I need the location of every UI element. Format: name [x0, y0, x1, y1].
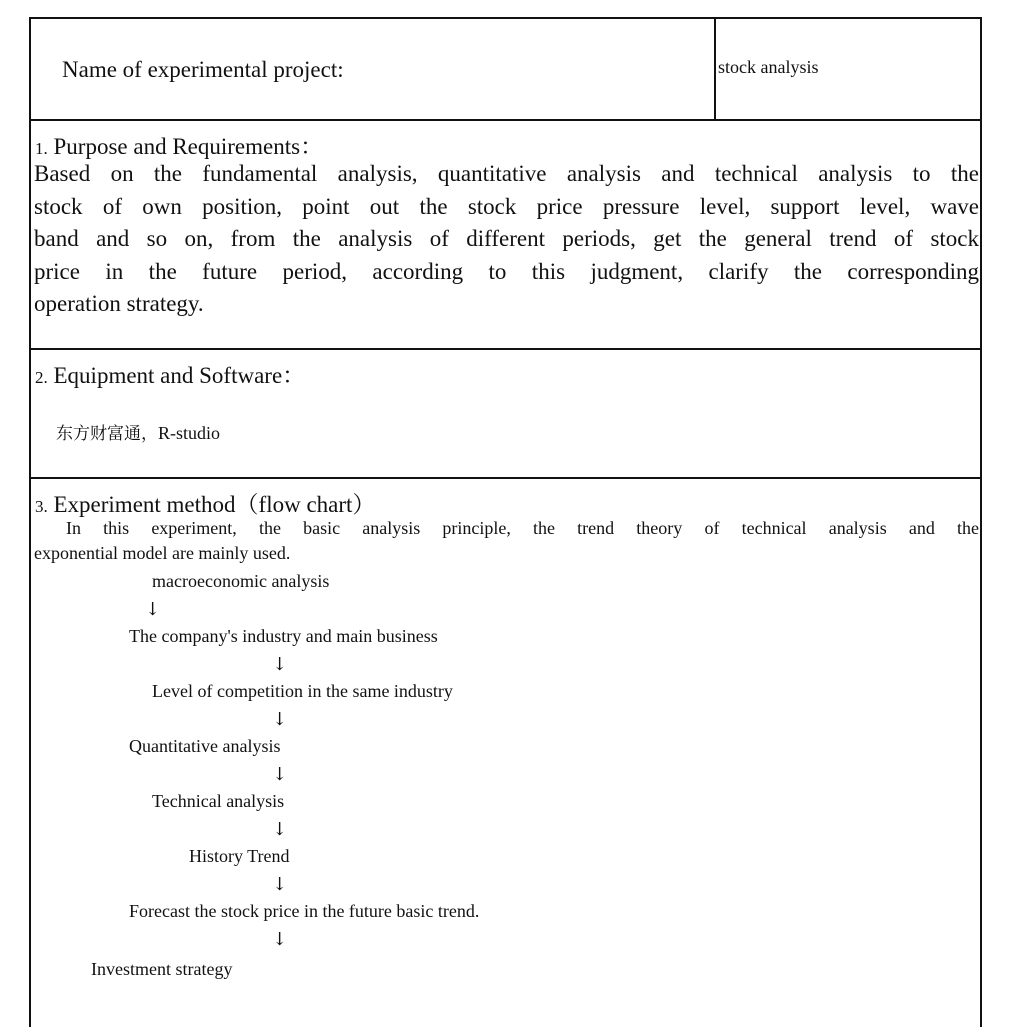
section3-intro [34, 516, 979, 566]
flow-arrow-icon: ↓ [272, 819, 288, 840]
flow-arrow-icon: ↓ [145, 599, 161, 620]
section2-heading [35, 357, 305, 390]
section3-intro-line: exponential model are mainly used. [34, 543, 291, 563]
section1-number: 1. [35, 139, 48, 158]
flow-arrow-icon: ↓ [272, 929, 288, 950]
header-divider [29, 119, 982, 121]
software-en: R-studio [158, 423, 221, 443]
flow-step: Quantitative analysis [129, 736, 281, 756]
section1-divider [29, 348, 982, 350]
project-name-value: stock analysis [718, 57, 819, 77]
flow-step: Investment strategy [91, 959, 233, 979]
section2-divider [29, 477, 982, 479]
flow-arrow-icon: ↓ [272, 654, 288, 675]
section3-number: 3. [35, 497, 48, 516]
flow-step: Forecast the stock price in the future basic trend. [129, 901, 480, 921]
section1-line: price in the future period, according to this judgment, clarify the corresponding [34, 258, 979, 284]
flow-arrow-icon: ↓ [272, 709, 288, 730]
section1-line: band and so on, from the analysis of different periods, get the general trend of stock [34, 226, 979, 251]
flow-step: The company's industry and main business [129, 626, 438, 646]
section1-heading [35, 128, 323, 161]
section1-paragraph [34, 158, 979, 321]
flow-step: Level of competition in the same industry [152, 681, 453, 701]
section1-title: Purpose and Requirements： [53, 134, 324, 159]
section1-line: stock of own position, point out the stock price pressure level, support level, wave [34, 193, 979, 219]
flow-step: History Trend [189, 846, 290, 866]
section1-line: operation strategy. [34, 291, 204, 316]
flow-step: Technical analysis [152, 791, 285, 811]
header-column-divider [714, 17, 716, 121]
section3-title: Experiment method（flow chart） [53, 492, 376, 517]
flow-arrow-icon: ↓ [272, 874, 288, 895]
flow-arrow-icon: ↓ [272, 764, 288, 785]
section2-title: Equipment and Software： [53, 363, 306, 388]
section1-line: Based on the fundamental analysis, quantitative analysis and technical analysis to the [34, 161, 979, 186]
software-cn: 东方财富通， [56, 424, 158, 444]
project-name-label: Name of experimental project: [62, 57, 344, 82]
section2-number: 2. [35, 368, 48, 387]
section3-intro-line: In this experiment, the basic analysis principle, the trend theory of technical analysis and the [66, 518, 979, 538]
software-list [56, 419, 220, 444]
section3-heading [35, 486, 375, 519]
flow-step: macroeconomic analysis [152, 571, 330, 591]
